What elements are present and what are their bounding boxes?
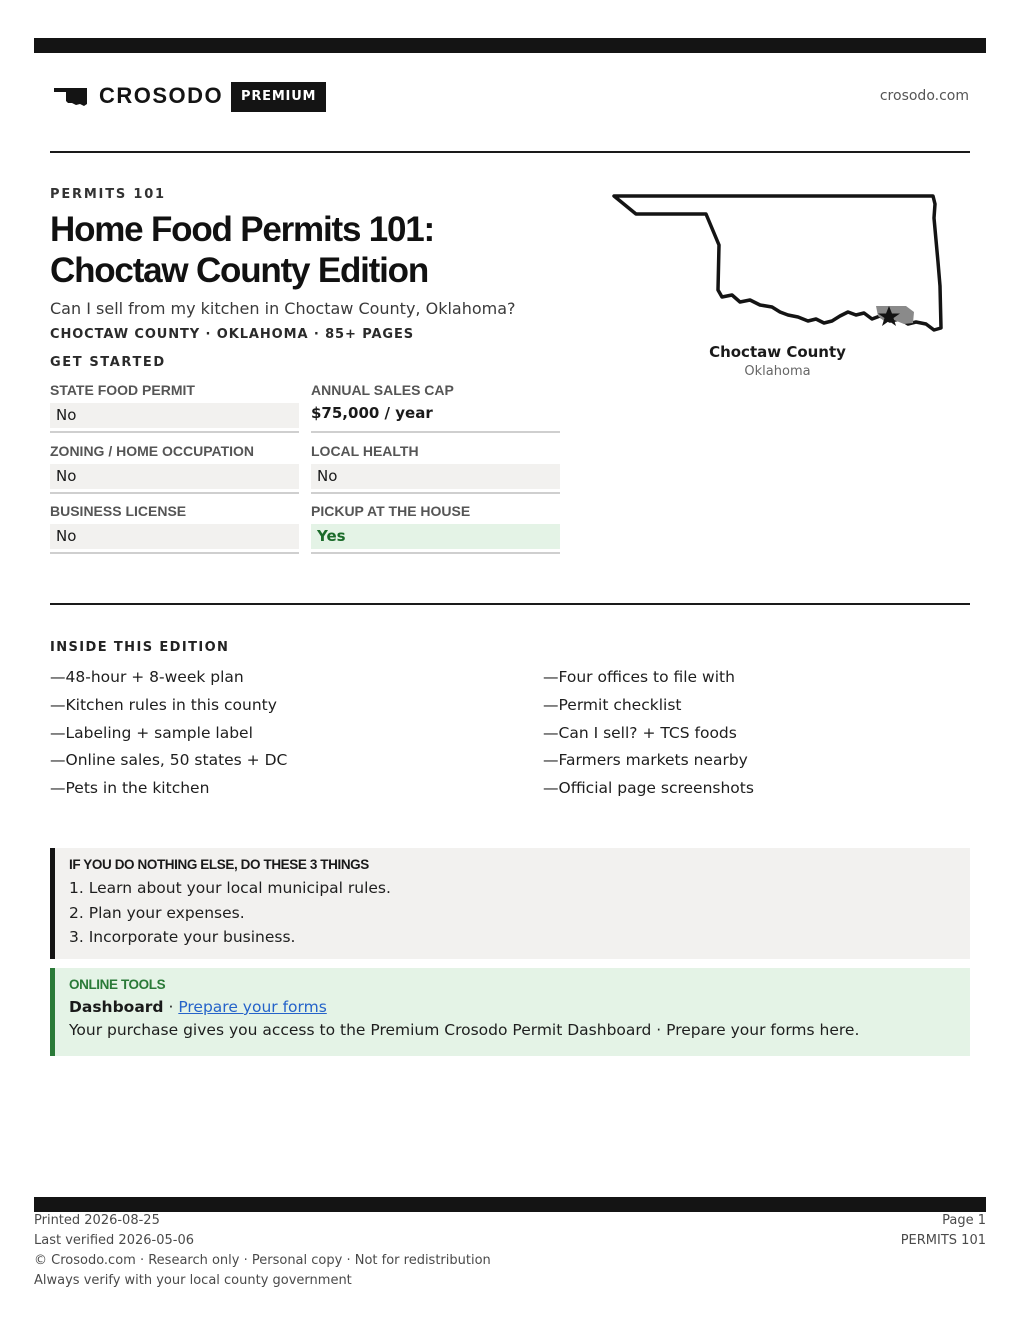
- prepare-forms-link[interactable]: Prepare your forms: [178, 998, 327, 1016]
- page-number: Page 1: [942, 1213, 986, 1228]
- fact-local-health: [311, 443, 560, 495]
- separator: ·: [163, 998, 179, 1016]
- printed-date: Printed 2026-08-25: [34, 1213, 160, 1228]
- fact-value: No: [311, 464, 560, 489]
- fact-value: $75,000 / year: [311, 404, 433, 422]
- premium-badge: PREMIUM: [231, 82, 326, 112]
- title-line-2: Choctaw County Edition: [50, 251, 429, 290]
- fact-label: BUSINESS LICENSE: [50, 503, 187, 519]
- brand-name[interactable]: CROSODO: [99, 83, 224, 108]
- inside-edition-heading: INSIDE THIS EDITION: [50, 640, 230, 655]
- map-state-label: Oklahoma: [744, 364, 811, 379]
- callout-title: IF YOU DO NOTHING ELSE, DO THESE 3 THINGS: [69, 857, 369, 872]
- page-title: [50, 209, 570, 291]
- contents-item: —Permit checklist: [543, 695, 682, 714]
- page-subtitle: Can I sell from my kitchen in Choctaw County, Oklahoma?: [50, 299, 516, 318]
- verified-date: Last verified 2026-05-06: [34, 1233, 194, 1248]
- fact-underline: [50, 552, 299, 554]
- fact-value: No: [50, 524, 299, 549]
- fact-value: No: [50, 464, 299, 489]
- contents-item: —Four offices to file with: [543, 668, 735, 686]
- contents-list-right: [543, 666, 973, 805]
- callout-title: ONLINE TOOLS: [69, 977, 166, 992]
- bottom-bar: [34, 1197, 986, 1212]
- contents-item: —Official page screenshots: [543, 779, 754, 798]
- dashboard-label: Dashboard: [69, 998, 164, 1016]
- contents-item: —Kitchen rules in this county: [50, 695, 277, 714]
- verify-disclaimer: Always verify with your local county government: [34, 1273, 352, 1288]
- fact-label: LOCAL HEALTH: [311, 443, 419, 459]
- copyright-notice: © Crosodo.com · Research only · Personal copy · Not for redistribution: [34, 1253, 491, 1268]
- fact-label: STATE FOOD PERMIT: [50, 382, 195, 398]
- site-url[interactable]: crosodo.com: [879, 88, 969, 104]
- contents-item: —Labeling + sample label: [50, 723, 253, 742]
- fact-label: PICKUP AT THE HOUSE: [311, 503, 471, 519]
- dashboard-line: [69, 998, 956, 1016]
- fact-state-food-permit: [50, 382, 299, 434]
- fact-label: ZONING / HOME OCCUPATION: [50, 443, 255, 459]
- map-county-label: Choctaw County: [709, 343, 846, 361]
- section-divider: [50, 603, 970, 605]
- header-divider: [50, 151, 970, 153]
- fact-zoning: [50, 443, 299, 495]
- contents-item: —Can I sell? + TCS foods: [543, 723, 737, 742]
- fact-business-license: [50, 503, 299, 555]
- get-started-heading: GET STARTED: [50, 355, 166, 370]
- footer-section: PERMITS 101: [900, 1233, 986, 1248]
- title-line-1: Home Food Permits 101:: [50, 210, 434, 249]
- contents-item: —Pets in the kitchen: [50, 779, 210, 798]
- header: [50, 80, 970, 116]
- online-tools-callout: [50, 968, 970, 1056]
- state-map: [610, 190, 946, 336]
- fact-label: ANNUAL SALES CAP: [311, 382, 454, 398]
- steps-list: [69, 876, 956, 950]
- fact-underline: [50, 431, 299, 433]
- section-kicker: PERMITS 101: [50, 187, 166, 202]
- fact-underline: [311, 492, 560, 494]
- fact-annual-sales-cap: [311, 382, 560, 434]
- contents-item: —Farmers markets nearby: [543, 751, 748, 770]
- fact-value: No: [50, 403, 299, 428]
- oklahoma-shape-icon: [54, 88, 88, 106]
- contents-item: —48-hour + 8-week plan: [50, 668, 244, 686]
- top-bar: [34, 38, 986, 53]
- edition-meta: CHOCTAW COUNTY · OKLAHOMA · 85+ PAGES: [50, 327, 415, 342]
- tools-description: Your purchase gives you access to the Premium Crosodo Permit Dashboard · Prepare your forms here.: [69, 1021, 860, 1039]
- contents-list-left: [50, 666, 480, 805]
- fact-value: Yes: [311, 524, 560, 549]
- fact-underline: [311, 552, 560, 554]
- fact-underline: [311, 431, 560, 433]
- fact-pickup-at-house: [311, 503, 560, 555]
- three-things-callout: [50, 848, 970, 959]
- contents-item: —Online sales, 50 states + DC: [50, 751, 288, 770]
- oklahoma-outline: [610, 190, 946, 336]
- step-item: 3. Incorporate your business.: [69, 928, 296, 946]
- fact-underline: [50, 492, 299, 494]
- step-item: 1. Learn about your local municipal rules.: [69, 879, 391, 897]
- step-item: 2. Plan your expenses.: [69, 903, 245, 922]
